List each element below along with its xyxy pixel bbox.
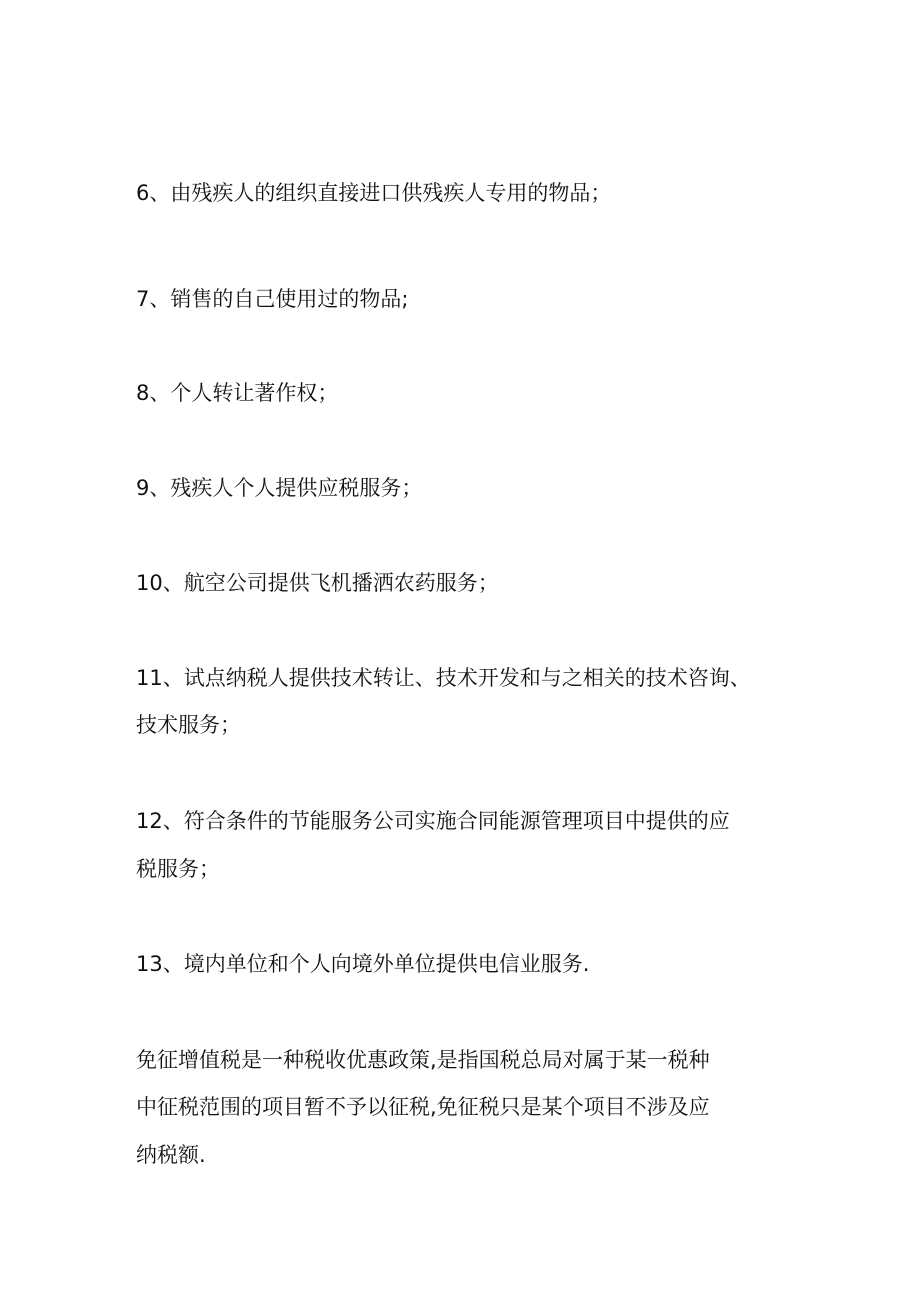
list-item-8: 8、个人转让著作权； [136, 381, 339, 405]
list-item-12-line-2: 税服务； [136, 857, 220, 881]
list-item-7: 7、销售的自己使用过的物品; [136, 287, 409, 311]
paragraph-line-2: 中征税范围的项目暂不予以征税,免征税只是某个项目不涉及应 [136, 1095, 710, 1119]
paragraph-line-3: 纳税额. [136, 1143, 206, 1167]
list-item-11-line-1: 11、试点纳税人提供技术转让、技术开发和与之相关的技术咨询、 [136, 666, 751, 690]
paragraph-line-1: 免征增值税是一种税收优惠政策,是指国税总局对属于某一税种 [136, 1048, 710, 1072]
list-item-13: 13、境内单位和个人向境外单位提供电信业服务. [136, 952, 590, 976]
list-item-9: 9、残疾人个人提供应税服务； [136, 476, 423, 500]
list-item-6: 6、由残疾人的组织直接进口供残疾人专用的物品； [136, 181, 612, 205]
list-item-12-line-1: 12、符合条件的节能服务公司实施合同能源管理项目中提供的应 [136, 809, 730, 833]
list-item-11-line-2: 技术服务； [136, 713, 241, 737]
list-item-10: 10、航空公司提供飞机播洒农药服务； [136, 571, 499, 595]
